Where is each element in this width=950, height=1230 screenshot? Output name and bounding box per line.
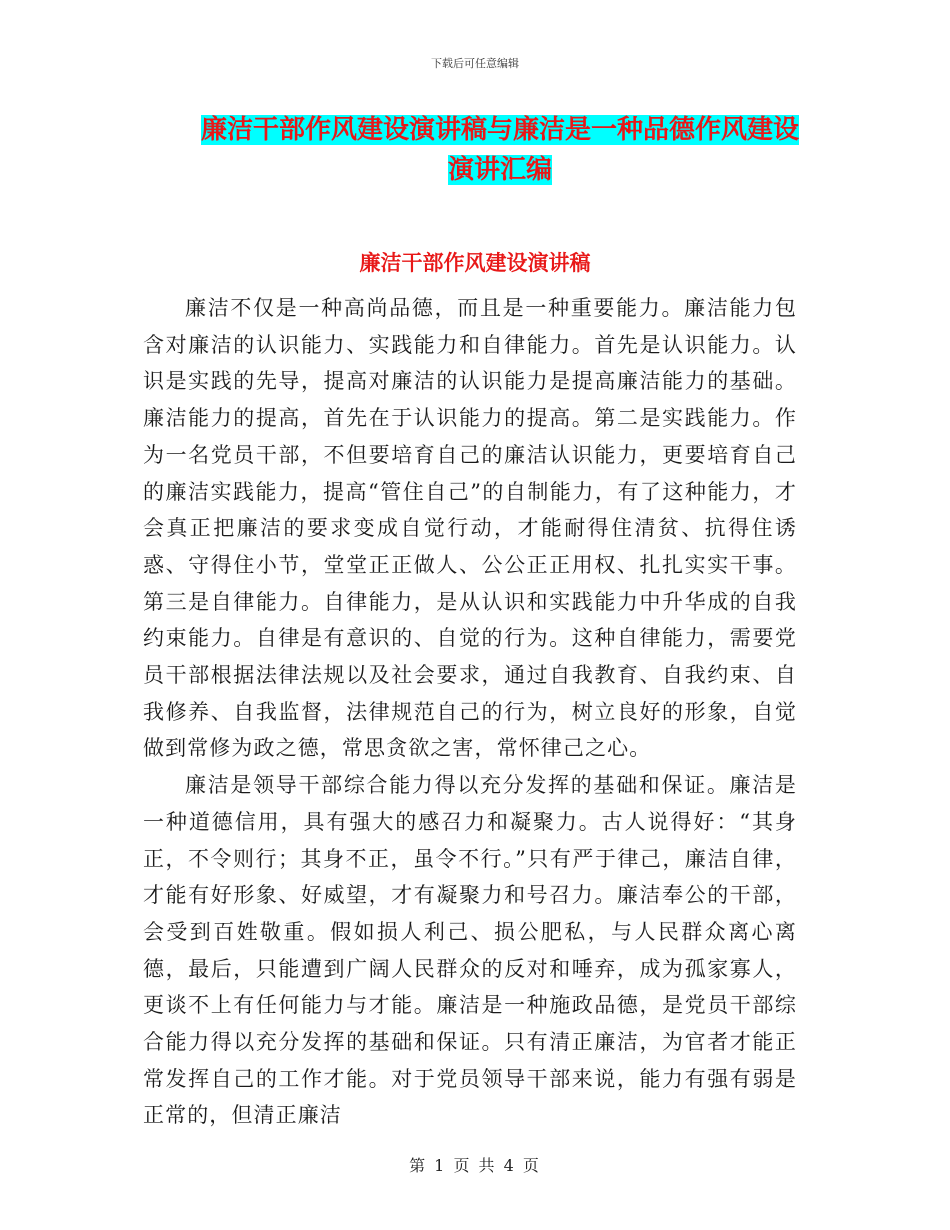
title-line-1: 廉洁干部作风建设演讲稿与廉洁是一种品德作风建设 xyxy=(200,115,799,145)
body-paragraph: 廉洁不仅是一种高尚品德，而且是一种重要能力。廉洁能力包含对廉洁的认识能力、实践能力和自律能力。首先是认识能力。认识是实践的先导，提高对廉洁的认识能力是提高廉洁能力的基础。廉洁能力的提高，首先在于认识能力的提高。第二是实践能力。作为一名党员干部，不但要培育自己的廉洁认识能力，更要培育自己的廉洁实践能力，提高“管住自己”的自制能力，有了这种能力，才会真正把廉洁的要求变成自觉行动，才能耐得住清贫、抗得住诱惑、守得住小节，堂堂正正做人、公公正正用权、扎扎实实干事。第三是自律能力。自律能力，是从认识和实践能力中升华成的自我约束能力。自律是有意识的、自觉的行为。这种自律能力，需要党员干部根据法律法规以及社会要求，通过自我教育、自我约束、自我修养、自我监督，法律规范自己的行为，树立良好的形象，自觉做到常修为政之德，常思贪欲之害，常怀律己之心。 xyxy=(143,296,797,761)
document-body xyxy=(143,290,797,1134)
page-header-note: 下载后可任意编辑 xyxy=(431,57,519,70)
document-title xyxy=(150,110,850,190)
section-heading: 廉洁干部作风建设演讲稿 xyxy=(359,251,591,275)
page-number-footer: 第 1 页 共 4 页 xyxy=(409,1156,541,1175)
title-line-2: 演讲汇编 xyxy=(447,155,552,185)
body-paragraph: 廉洁是领导干部综合能力得以充分发挥的基础和保证。廉洁是一种道德信用，具有强大的感召力和凝聚力。古人说得好：“其身正，不令则行；其身不正，虽令不行。”只有严于律己，廉洁自律，才能有好形象、好威望，才有凝聚力和号召力。廉洁奉公的干部，会受到百姓敬重。假如损人利己、损公肥私，与人民群众离心离德，最后，只能遭到广阔人民群众的反对和唾弃，成为孤家寡人，更谈不上有任何能力与才能。廉洁是一种施政品德，是党员干部综合能力得以充分发挥的基础和保证。只有清正廉洁，为官者才能正常发挥自己的工作才能。对于党员领导干部来说，能力有强有弱是正常的，但清正廉洁 xyxy=(143,773,797,1128)
